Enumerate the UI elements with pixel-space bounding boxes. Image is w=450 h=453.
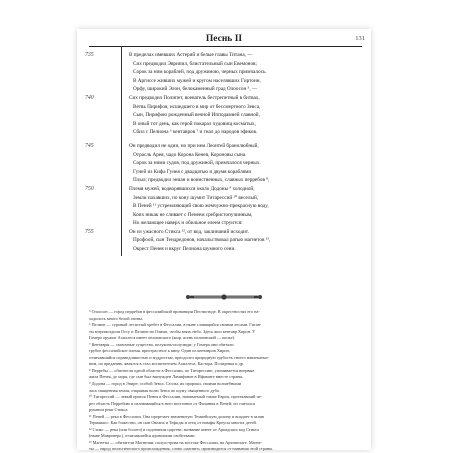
verse-line — [85, 120, 365, 129]
footnote-line: ⁹ Додона — город в Эпире; особой Зевса. Селлы, их пророки, своими волшебными — [89, 381, 242, 387]
verse-line — [85, 228, 365, 237]
verse-text: Он предводил не один, но при нем Леонтей бранолюбный, — [129, 142, 259, 149]
verse-line — [85, 176, 365, 185]
verse-line — [85, 219, 365, 228]
footnote-line: ⁸ Перребы — обитатели одной области в Фессалии, по Титарессию; упоминается впервые — [89, 367, 255, 373]
footnote-line: ты — народ пеласгического происхождения; слово «магнит» производится от названия этой страны. — [89, 446, 274, 452]
footnote-line: грубое фессалийское племя, пристрастное к вину. Один из кентавров Хирон, — [89, 348, 230, 354]
verse-number: 735 — [85, 52, 94, 58]
footnote-line: жила Пенея, до моря, где сын был вынужден Ламифанон в Ифимите вместе страны. — [89, 374, 244, 380]
footnote-line: рез область Перребию и изливавшийся в него восточное от Фаланны в Пеней; он считался — [89, 400, 255, 406]
verse-text: Плыл; предводил эниан и воинственных, славных перребов ⁸, — [133, 177, 270, 184]
footnote-line: ним, по преданию, являлся в стал воспитателем Ахиллеса, Кастора, Полидевка и др. — [89, 361, 244, 367]
verse-text: Окрест Пенея и вкруг Пелиона шумного сени. — [133, 246, 236, 253]
footnote-line: ⁶ Пелион — суровый лесистый хребет в Фессалии, в ныне славящийся своими лесами. Гиган- — [89, 322, 262, 328]
verse-number: 740 — [85, 94, 94, 101]
verse-text: Отрасль Арея, чадо Корона Кенея, Короновы сына. — [133, 151, 247, 158]
verse-text: Но желающее наверх и обильное елеем струится: — [133, 220, 243, 227]
verse-line — [85, 151, 365, 160]
verse-text: Сын, Пирифою рожденный вечной Ипподамией славной, — [133, 112, 260, 119]
verse-text: В Аргиссе живших мужей и кругом населявших Гиртонн, — [133, 77, 261, 84]
verse-line — [85, 60, 365, 69]
verse-line — [85, 68, 365, 77]
verse-text: Коих никак не сливает с Пенеем сребристопучинным, — [133, 211, 253, 218]
verse-text: Орфу, широкий Элон, белокаменный град Олоосон ⁵, — — [133, 86, 258, 93]
verse-text: Племя мужей, водворявшихся около Додоны ⁹ холодной, — [129, 185, 255, 192]
verse-line — [85, 159, 365, 168]
verse-text: В пределах имевших Астерий и белые главы Титана, — — [129, 52, 253, 58]
footnote-line: ¹³ Магнеты — обитатели Магнезии, полуострова на востоке Фессалии, на Архипелаге. Магне- — [89, 439, 262, 445]
chapter-title: Песнь II — [205, 34, 243, 44]
verse-line — [85, 185, 365, 194]
footnote-line: лась священная земля, открывая волю Зевса по шуму священного дуба. — [89, 387, 220, 393]
verse-number: 755 — [85, 228, 94, 235]
footnote-line: (ныне Мавронеро), отличавшейся ядовитыми свойствами. — [89, 433, 196, 439]
verse-line — [85, 236, 365, 245]
book-page — [77, 29, 371, 450]
verse-text: Ветвь Пирифоя, исшедшего в мир от бессмертного Зевса, — [133, 103, 261, 110]
verse-line — [85, 211, 365, 220]
verse-text: Сбил с Пелиона ⁶ кентавров ⁷ и гнал до народов эфиков. — [133, 129, 258, 136]
verse-text: Гуней из Кифа Гунея с двадцатью и двумя кораблями — [133, 168, 252, 175]
verse-line — [85, 51, 365, 60]
verse-text: Сих предводил Полипет, воеватель бестрепетный в битвах, — [129, 94, 260, 101]
footnote-line: ¹¹ Пеней — река в Фессалии. Она прорезает знаменитую Темпейскую долину и впадает в залив — [89, 413, 264, 419]
ornament-divider — [184, 294, 264, 300]
verse-text: Сорок за ним кораблей, под дружиною, черных примчалось. — [133, 69, 267, 76]
page-number: 131 — [355, 35, 365, 42]
verse-line — [85, 111, 365, 120]
verse-line — [85, 94, 365, 103]
verse-line — [85, 77, 365, 86]
verse-line — [85, 103, 365, 112]
footnote-line: ¹⁰ Титарессий — левый приток Пенея в Фессалии, называемый также Европ, протекавший че- — [89, 394, 263, 400]
verse-text: В Пеней ¹¹ устремляющий свою жемчужно-прекрасную воду, — [133, 203, 269, 210]
footnote-line: рукавом реки Стикса. — [89, 407, 129, 413]
verse-block — [85, 51, 365, 254]
verse-text: Сих предводил Эврипил, блистательный сын Евемонов; — [133, 60, 257, 67]
footnote-line: отличавшийся справедливостью и мудростью, преодолел природную грубость своего навлекаемо- — [89, 354, 270, 360]
footnotes-block — [89, 309, 361, 453]
verse-text: Профоой, сын Тендредонов, начальствовал ратью магнетов ¹³, — [133, 237, 271, 244]
verse-text: Он из ужасного Стикса ¹², от вод, заклинаний исходит. — [129, 228, 249, 235]
verse-line — [85, 168, 365, 177]
verse-text: Земли пахавших, по кону шумит Титарессий ¹⁰ веселый, — [133, 194, 259, 201]
verse-number: 745 — [85, 142, 94, 149]
verse-number: 750 — [85, 185, 94, 192]
verse-line — [85, 202, 365, 211]
footnote-line: ¹² Стикс — река (или болото) в подземном царстве; название имеет от Аркадских вод Стикса — [89, 426, 259, 432]
verse-line — [85, 85, 365, 94]
verse-line — [85, 128, 365, 137]
footnote-line: ⁷ Кентавры — сказочные существа, полуконь-полулюди; у Гомера они обитали — [89, 341, 234, 347]
footnote-line: Термаикос. Как божество, он сын Океана и Тефиды и отец от нимфы Креусы многих детей. — [89, 420, 257, 426]
footnote-line: ходилось много белой глины. — [89, 315, 143, 321]
footnote-line: ты взгромоздили Оссу и Пелион на Олимп, чтобы взять небо. Здесь жил кентавр Хирон. У — [89, 328, 256, 334]
verse-text: В оный тот день, как герой покарал чудовищ косматых, — [133, 120, 256, 127]
verse-line — [85, 142, 365, 151]
footnote-line: Гомера оружие Ахиллеса имеет пелионского (жир. ясень пелионский — копье). — [89, 335, 235, 341]
verse-line — [85, 245, 365, 254]
footnote-line: ⁵ Олоосон — город перребов в фессалийской провинции Пестиотиде. В окрестностях его на- — [89, 309, 260, 314]
header-rule — [89, 46, 362, 47]
verse-text: Сорок за ними судов, под дружиной, примчалося черных. — [133, 160, 261, 167]
verse-line — [85, 194, 365, 203]
